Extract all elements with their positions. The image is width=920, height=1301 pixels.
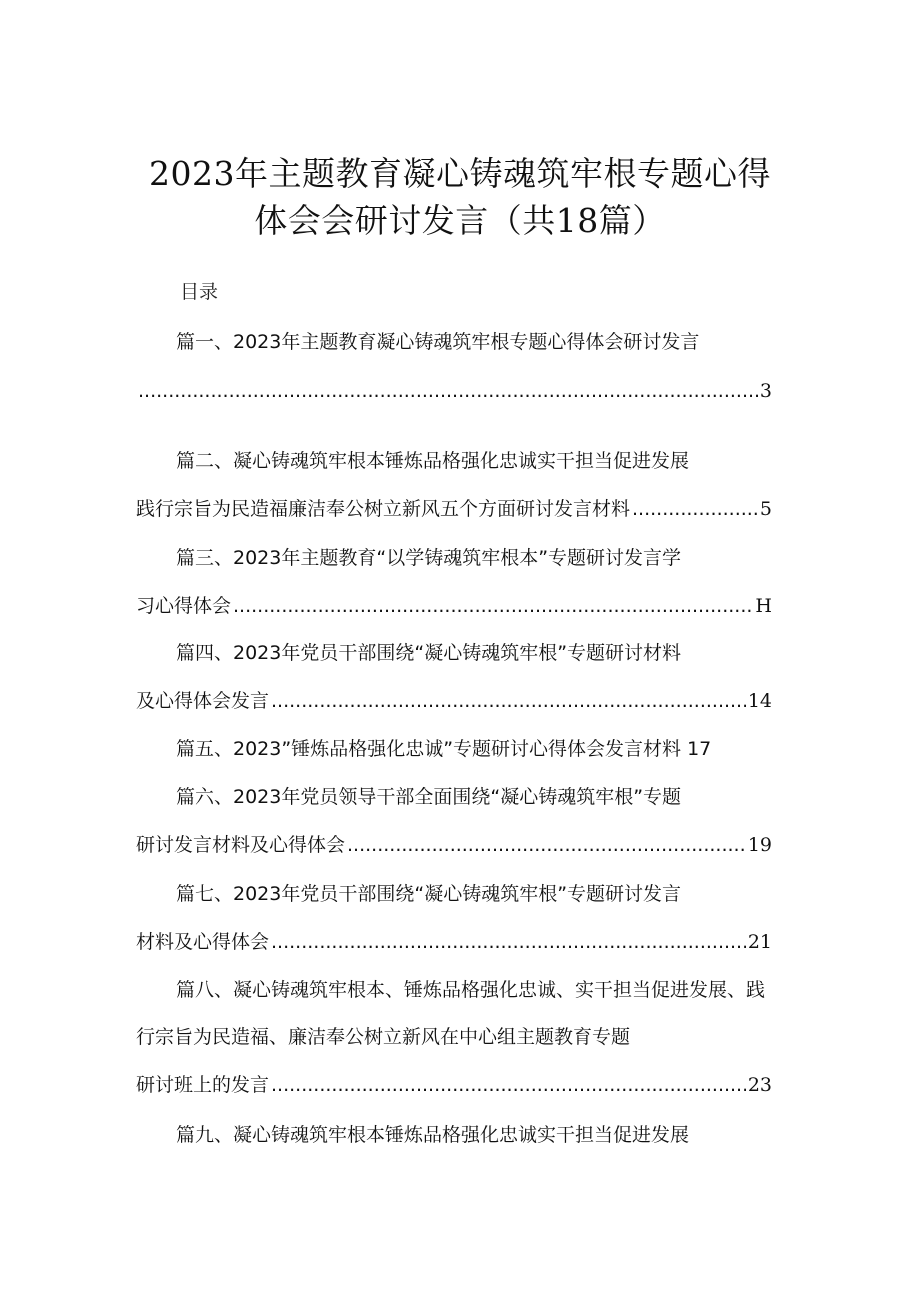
toc-entry-4-tail: 及心得体会发言 bbox=[136, 690, 270, 712]
dot-leader bbox=[632, 498, 758, 520]
toc-entry-3-tail: 习心得体会 bbox=[136, 595, 232, 617]
toc-entry-6-leader[interactable] bbox=[136, 830, 772, 857]
toc-entry-7-title[interactable]: 篇七、2023年党员干部围绕“凝心铸魂筑牢根”专题研讨发言 bbox=[176, 883, 682, 905]
toc-entry-2-page: 5 bbox=[759, 498, 772, 520]
toc-entry-3-leader[interactable] bbox=[136, 591, 772, 618]
toc-entry-7-leader[interactable] bbox=[136, 927, 772, 954]
toc-entry-2-title[interactable]: 篇二、凝心铸魂筑牢根本锤炼品格强化忠诚实干担当促进发展 bbox=[176, 450, 690, 472]
toc-entry-8-leader[interactable] bbox=[136, 1070, 772, 1097]
toc-entry-7-tail: 材料及心得体会 bbox=[136, 931, 270, 953]
dot-leader bbox=[347, 834, 746, 856]
document-title-line-1: 2023年主题教育凝心铸魂筑牢根专题心得 bbox=[149, 154, 771, 193]
toc-entry-8-title[interactable]: 篇八、凝心铸魂筑牢根本、锤炼品格强化忠诚、实干担当促进发展、践 bbox=[176, 979, 766, 1001]
dot-leader bbox=[138, 380, 758, 402]
toc-entry-2-tail: 践行宗旨为民造福廉洁奉公树立新风五个方面研讨发言材料 bbox=[136, 498, 631, 520]
toc-entry-3-page: H bbox=[755, 595, 772, 617]
toc-entry-1-page: 3 bbox=[759, 380, 772, 402]
toc-entry-8-tail: 研讨班上的发言 bbox=[136, 1074, 270, 1096]
toc-entry-8-middle[interactable]: 行宗旨为民造福、廉洁奉公树立新风在中心组主题教育专题 bbox=[136, 1026, 631, 1048]
toc-entry-5-title[interactable]: 篇五、2023”锤炼品格强化忠诚”专题研讨心得体会发言材料 17 bbox=[176, 738, 712, 760]
dot-leader bbox=[271, 1074, 746, 1096]
dot-leader bbox=[271, 931, 746, 953]
toc-entry-4-page: 14 bbox=[747, 690, 772, 712]
toc-entry-4-leader[interactable] bbox=[136, 686, 772, 713]
toc-entry-8-page: 23 bbox=[747, 1074, 772, 1096]
dot-leader bbox=[233, 595, 753, 617]
toc-entry-6-tail: 研讨发言材料及心得体会 bbox=[136, 834, 346, 856]
toc-entry-1-leader[interactable] bbox=[136, 380, 772, 402]
document-title-line-2: 体会会研讨发言（共18篇） bbox=[254, 201, 666, 240]
toc-entry-7-page: 21 bbox=[747, 931, 772, 953]
toc-entry-4-title[interactable]: 篇四、2023年党员干部围绕“凝心铸魂筑牢根”专题研讨材料 bbox=[176, 642, 682, 664]
toc-heading: 目录 bbox=[180, 281, 219, 303]
toc-entry-6-page: 19 bbox=[747, 834, 772, 856]
toc-entry-9-title[interactable]: 篇九、凝心铸魂筑牢根本锤炼品格强化忠诚实干担当促进发展 bbox=[176, 1124, 690, 1146]
toc-entry-3-title[interactable]: 篇三、2023年主题教育“以学铸魂筑牢根本”专题研讨发言学 bbox=[176, 547, 682, 569]
toc-entry-2-leader[interactable] bbox=[136, 494, 772, 521]
toc-entry-6-title[interactable]: 篇六、2023年党员领导干部全面围绕“凝心铸魂筑牢根”专题 bbox=[176, 786, 682, 808]
toc-entry-1-title[interactable]: 篇一、2023年主题教育凝心铸魂筑牢根专题心得体会研讨发言 bbox=[176, 331, 700, 353]
dot-leader bbox=[271, 690, 746, 712]
